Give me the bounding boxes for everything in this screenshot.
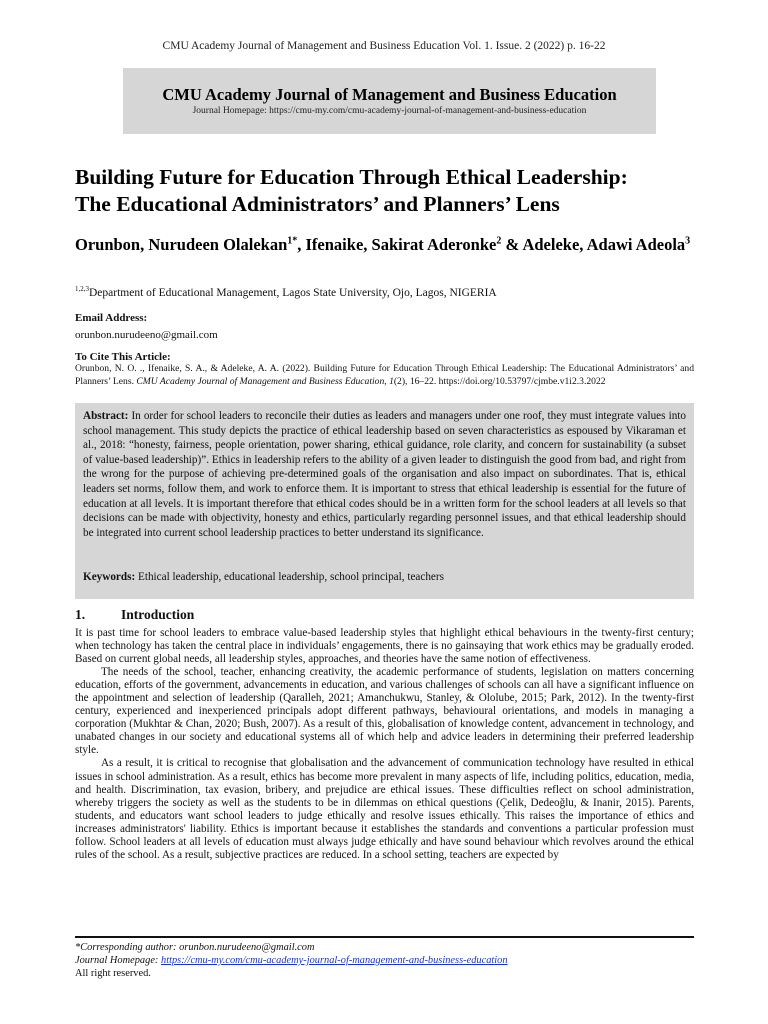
paragraph-1: It is past time for school leaders to embrace value-based leadership styles that highlight ethical behaviours in the twenty-first century; when technology has taken the central place in individuals’ engagements, there is no gainsaying that work ethics may be gradually eroded. Based on current global needs, all leadership styles, approaches, and theories have the same notion of effectiveness. bbox=[75, 627, 694, 666]
citation-label: To Cite This Article: bbox=[75, 351, 171, 363]
corresponding-author: *Corresponding author: orunbon.nurudeeno@gmail.com bbox=[75, 942, 315, 953]
email-address: orunbon.nurudeeno@gmail.com bbox=[75, 329, 218, 341]
author-2: , Ifenaike, Sakirat Aderonke bbox=[297, 235, 497, 254]
rights-notice: All right reserved. bbox=[75, 967, 151, 979]
citation-issue-doi: (2), 16–22. https://doi.org/10.53797/cjmbe.v1i2.3.2022 bbox=[393, 375, 606, 387]
affiliation bbox=[75, 287, 695, 299]
section-number: 1. bbox=[75, 607, 86, 622]
keywords bbox=[83, 571, 686, 583]
keywords-label: Keywords: bbox=[83, 571, 136, 583]
keywords-list: Ethical leadership, educational leadership, school principal, teachers bbox=[135, 571, 444, 583]
citation-text bbox=[75, 363, 694, 388]
title-line-2: The Educational Administrators’ and Planners’ Lens bbox=[75, 192, 560, 216]
abstract-box bbox=[75, 403, 694, 599]
section-heading bbox=[75, 607, 194, 623]
affiliation-text: Department of Educational Management, Lagos State University, Ojo, Lagos, NIGERIA bbox=[89, 287, 497, 299]
author-3-sup: 3 bbox=[685, 235, 691, 247]
abstract bbox=[83, 409, 686, 540]
author-3: & Adeleke, Adawi Adeola bbox=[501, 235, 686, 254]
running-head: CMU Academy Journal of Management and Business Education Vol. 1. Issue. 2 (2022) p. 16-22 bbox=[162, 40, 606, 52]
affiliation-sup: 1,2,3 bbox=[75, 285, 89, 294]
footer-homepage-label: Journal Homepage: bbox=[75, 954, 161, 966]
section-title: Introduction bbox=[121, 607, 195, 622]
title-line-1: Building Future for Education Through Ethical Leadership: bbox=[75, 165, 628, 189]
paragraph-2: The needs of the school, teacher, enhancing creativity, the academic performance of students, legislation on matters concerning education, efforts of the government, advancements in education, and various challenges of schools can all have a significant influence on the appointment and selection of leadership (Qaralleh, 2021; Amanchukwu, Stanley, & Ololube, 2015; Park, 2012). In the twenty-first century, experienced and inexperienced principals adopt different pathways, behavioural orientations, and models in managing a corporation (Mukhtar & Chan, 2020; Bush, 2007). As a result of this, globalisation of knowledge content, advancement in technology, and unabated changes in our society and educational systems all of which help and advice leaders in determining their preferred leadership style. bbox=[75, 666, 694, 757]
journal-homepage: Journal Homepage: https://cmu-my.com/cmu-academy-journal-of-management-and-business-education bbox=[192, 106, 587, 116]
article-title bbox=[75, 164, 695, 218]
body-text bbox=[75, 627, 694, 862]
author-1-sup: 1* bbox=[287, 235, 298, 247]
citation-journal: CMU Academy Journal of Management and Business Education bbox=[136, 375, 385, 387]
email-label: Email Address: bbox=[75, 312, 148, 324]
citation-plain: Orunbon, N. O. ., Ifenaike, S. A., & Adeleke, A. A. (2022). Building Future for Education Through Ethical Leadership: The Educational Administrators’ and Planners’ Lens. bbox=[75, 363, 694, 387]
abstract-body: In order for school leaders to reconcile their duties as leaders and managers under one roof, they must integrate values into school management. This study depicts the practice of ethical leadership based on seven characteristics as espoused by Vikaraman et al., 2018: “honesty, fairness, people orientation, power sharing, ethical guidance, role clarity, and concern for sustainability (a subset of value-based leadership)”. Ethics in leadership refers to the ability of a given leader to distinguish the good from bad, and right from the wrong for the purpose of achieving pre-determined goals of the organisation and also impact on subordinates. That is, ethical leaders set norms, follow them, and work to enforce them. It is important to stress that ethical leadership is essential for the future of education at all levels. It is important therefore that ethical codes should be in a written form for the school leaders at all levels so that decisions can be made with objectivity, honesty and ethics, particularly regarding personnel issues, and that ethical leadership should be integrated into current school leadership practices to better understand its significance. bbox=[83, 410, 686, 539]
journal-banner bbox=[123, 68, 656, 134]
author-list bbox=[75, 234, 695, 256]
abstract-label: Abstract: bbox=[83, 410, 129, 422]
citation-sep: , bbox=[384, 375, 390, 387]
citation-volume: 1 bbox=[389, 375, 394, 387]
author-1: Orunbon, Nurudeen Olalekan bbox=[75, 235, 288, 254]
footer-divider bbox=[75, 936, 694, 938]
paragraph-3: As a result, it is critical to recognise that globalisation and the advancement of communication technology have resulted in ethical issues in school administration. As a result, ethics has become more prevalent in many aspects of life, including politics, education, media, and health. Discrimination, tax evasion, bribery, and prejudice are ethical issues. These difficulties reflect on school administration, whereby triggers the society as well as the students to be in dilemmas on ethical questions (Çelik, Dedeoğlu, & Inanir, 2015). Parents, students, and educators want school leaders to judge ethically and resolve issues ethically. This raises the importance of ethics and increases administrators' liability. Ethics is important because it establishes the standards and conventions a particular profession must follow. School leaders at all levels of education must always judge ethically and have sound behaviour which revolves around the ethical rules of the school. As a result, subjective practices are reduced. In a school setting, teachers are expected by bbox=[75, 757, 694, 861]
journal-name: CMU Academy Journal of Management and Business Education bbox=[162, 85, 617, 104]
author-2-sup: 2 bbox=[496, 235, 502, 247]
footer-homepage-link[interactable]: https://cmu-my.com/cmu-academy-journal-of-management-and-business-education bbox=[161, 954, 508, 966]
footer bbox=[75, 942, 694, 980]
footer-homepage bbox=[75, 955, 694, 968]
